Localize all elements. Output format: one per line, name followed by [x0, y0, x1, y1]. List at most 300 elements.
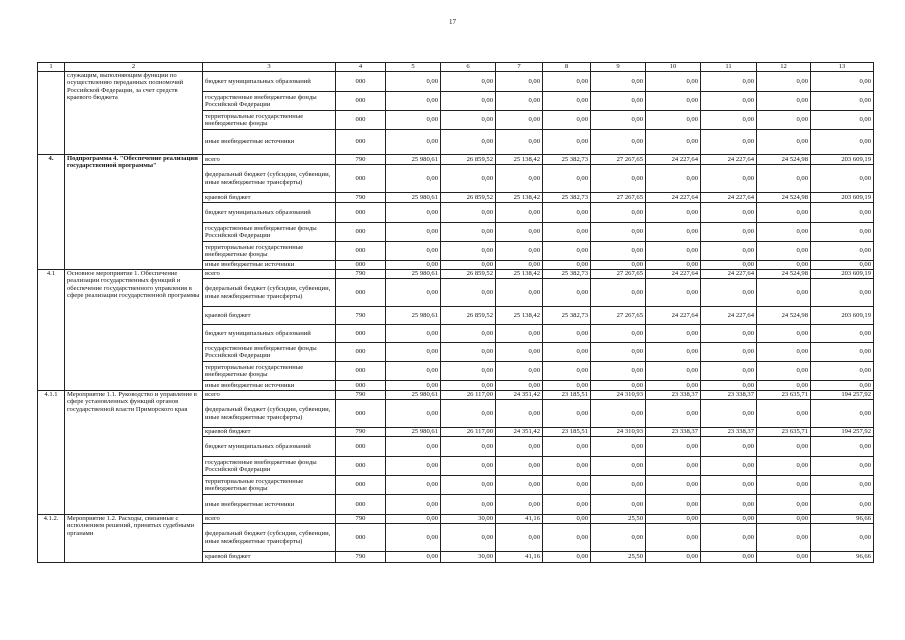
amount-cell: 0,00 — [701, 72, 757, 92]
amount-cell: 0,00 — [591, 476, 646, 495]
amount-cell: 0,00 — [386, 72, 441, 92]
amount-cell: 0,00 — [496, 130, 543, 155]
amount-cell: 0,00 — [386, 92, 441, 111]
amount-cell: 0,00 — [646, 515, 701, 524]
amount-cell: 0,00 — [441, 72, 496, 92]
amount-cell: 0,00 — [543, 343, 591, 362]
amount-cell: 0,00 — [496, 92, 543, 111]
amount-cell: 24 524,98 — [757, 155, 811, 165]
amount-cell: 25,50 — [591, 552, 646, 563]
funding-source: иные внебюджетные источники — [203, 261, 336, 270]
amount-cell: 0,00 — [701, 343, 757, 362]
amount-cell: 25 382,73 — [543, 307, 591, 325]
column-header: 12 — [757, 63, 811, 72]
amount-cell: 0,00 — [591, 437, 646, 457]
funding-source: федеральный бюджет (субсидии, субвенции, иные межбюджетные трансферты) — [203, 400, 336, 428]
amount-cell: 0,00 — [543, 400, 591, 428]
amount-cell: 0,00 — [646, 343, 701, 362]
item-number: 4.1.2. — [38, 515, 65, 563]
ministry-code: 000 — [336, 279, 386, 307]
funding-source: территориальные государственные внебюджетные фонды — [203, 362, 336, 381]
amount-cell: 0,00 — [811, 381, 874, 391]
amount-cell: 203 609,19 — [811, 270, 874, 279]
ministry-code: 000 — [336, 381, 386, 391]
item-number — [38, 72, 65, 155]
item-title: Подпрограмма 4. "Обеспечение реализации государственной программы" — [65, 155, 203, 270]
funding-source: территориальные государственные внебюджетные фонды — [203, 476, 336, 495]
amount-cell: 0,00 — [496, 72, 543, 92]
amount-cell: 0,00 — [757, 111, 811, 130]
ministry-code: 790 — [336, 270, 386, 279]
amount-cell: 0,00 — [701, 223, 757, 242]
amount-cell: 23 635,71 — [757, 428, 811, 437]
amount-cell: 0,00 — [496, 495, 543, 515]
amount-cell: 0,00 — [591, 130, 646, 155]
amount-cell: 25 980,61 — [386, 391, 441, 400]
column-header: 9 — [591, 63, 646, 72]
amount-cell: 23 185,51 — [543, 428, 591, 437]
amount-cell: 0,00 — [811, 524, 874, 552]
amount-cell: 0,00 — [496, 400, 543, 428]
table-row — [38, 72, 874, 92]
amount-cell: 30,00 — [441, 515, 496, 524]
amount-cell: 0,00 — [591, 261, 646, 270]
item-title: служащим, выполняющим функции по осуществлению переданных полномочий Российской Федерации, за счет средств краевого бюджета — [65, 72, 203, 155]
amount-cell: 0,00 — [496, 325, 543, 343]
amount-cell: 0,00 — [386, 325, 441, 343]
funding-source: территориальные государственные внебюджетные фонды — [203, 111, 336, 130]
amount-cell: 96,66 — [811, 515, 874, 524]
funding-source: бюджет муниципальных образований — [203, 72, 336, 92]
amount-cell: 25 138,42 — [496, 193, 543, 203]
amount-cell: 0,00 — [701, 476, 757, 495]
funding-source: всего — [203, 270, 336, 279]
amount-cell: 0,00 — [496, 261, 543, 270]
amount-cell: 0,00 — [811, 92, 874, 111]
amount-cell: 0,00 — [701, 279, 757, 307]
funding-source: бюджет муниципальных образований — [203, 437, 336, 457]
amount-cell: 0,00 — [701, 515, 757, 524]
column-header: 2 — [65, 63, 203, 72]
amount-cell: 0,00 — [543, 72, 591, 92]
amount-cell: 0,00 — [591, 400, 646, 428]
amount-cell: 25 980,61 — [386, 270, 441, 279]
amount-cell: 0,00 — [757, 203, 811, 223]
amount-cell: 25 382,73 — [543, 270, 591, 279]
amount-cell: 0,00 — [646, 362, 701, 381]
amount-cell: 0,00 — [701, 381, 757, 391]
item-title: Мероприятие 1.2. Расходы, связанные с исполнением решений, принятых судебными органами — [65, 515, 203, 563]
table-row — [38, 270, 874, 279]
amount-cell: 0,00 — [701, 457, 757, 476]
amount-cell: 0,00 — [811, 242, 874, 261]
amount-cell: 0,00 — [701, 92, 757, 111]
amount-cell: 0,00 — [496, 437, 543, 457]
table-row — [38, 155, 874, 165]
amount-cell: 25 980,61 — [386, 307, 441, 325]
funding-source: бюджет муниципальных образований — [203, 203, 336, 223]
amount-cell: 0,00 — [591, 242, 646, 261]
amount-cell: 25 382,73 — [543, 155, 591, 165]
ministry-code: 000 — [336, 165, 386, 193]
amount-cell: 0,00 — [543, 552, 591, 563]
amount-cell: 0,00 — [757, 524, 811, 552]
ministry-code: 000 — [336, 242, 386, 261]
amount-cell: 26 117,00 — [441, 391, 496, 400]
amount-cell: 0,00 — [543, 437, 591, 457]
amount-cell: 0,00 — [496, 381, 543, 391]
item-title: Мероприятие 1.1. Руководство и управление в сфере установленных функций органов государственной власти Приморского края — [65, 391, 203, 515]
amount-cell: 24 310,93 — [591, 428, 646, 437]
amount-cell: 0,00 — [496, 242, 543, 261]
amount-cell: 24 310,93 — [591, 391, 646, 400]
amount-cell: 0,00 — [646, 92, 701, 111]
amount-cell: 0,00 — [386, 400, 441, 428]
amount-cell: 26 859,52 — [441, 307, 496, 325]
ministry-code: 790 — [336, 193, 386, 203]
amount-cell: 0,00 — [701, 437, 757, 457]
amount-cell: 0,00 — [441, 524, 496, 552]
amount-cell: 0,00 — [543, 325, 591, 343]
amount-cell: 0,00 — [757, 437, 811, 457]
funding-source: бюджет муниципальных образований — [203, 325, 336, 343]
amount-cell: 0,00 — [496, 203, 543, 223]
column-header: 13 — [811, 63, 874, 72]
amount-cell: 23 338,37 — [701, 391, 757, 400]
amount-cell: 0,00 — [701, 325, 757, 343]
amount-cell: 0,00 — [386, 279, 441, 307]
amount-cell: 0,00 — [386, 515, 441, 524]
amount-cell: 0,00 — [591, 92, 646, 111]
amount-cell: 0,00 — [441, 476, 496, 495]
amount-cell: 0,00 — [496, 476, 543, 495]
amount-cell: 0,00 — [591, 524, 646, 552]
amount-cell: 0,00 — [441, 495, 496, 515]
amount-cell: 0,00 — [646, 165, 701, 193]
amount-cell: 0,00 — [591, 325, 646, 343]
amount-cell: 0,00 — [811, 437, 874, 457]
amount-cell: 0,00 — [591, 457, 646, 476]
amount-cell: 0,00 — [441, 437, 496, 457]
amount-cell: 24 227,64 — [646, 307, 701, 325]
amount-cell: 0,00 — [591, 165, 646, 193]
funding-source: краевой бюджет — [203, 552, 336, 563]
funding-source: государственные внебюджетные фонды Российской Федерации — [203, 92, 336, 111]
ministry-code: 790 — [336, 515, 386, 524]
amount-cell: 0,00 — [591, 343, 646, 362]
funding-source: краевой бюджет — [203, 193, 336, 203]
amount-cell: 0,00 — [757, 476, 811, 495]
amount-cell: 0,00 — [591, 381, 646, 391]
amount-cell: 24 227,64 — [701, 307, 757, 325]
amount-cell: 0,00 — [386, 343, 441, 362]
page-number: 17 — [449, 18, 456, 26]
funding-source: иные внебюджетные источники — [203, 495, 336, 515]
amount-cell: 0,00 — [591, 279, 646, 307]
item-title: Основное мероприятие 1. Обеспечение реализации государственных функций и обеспечение государственного управления в сфере реализации государственной программы — [65, 270, 203, 391]
amount-cell: 25 382,73 — [543, 193, 591, 203]
ministry-code: 000 — [336, 130, 386, 155]
amount-cell: 0,00 — [757, 457, 811, 476]
amount-cell: 0,00 — [701, 552, 757, 563]
amount-cell: 0,00 — [811, 343, 874, 362]
amount-cell: 0,00 — [386, 223, 441, 242]
amount-cell: 26 859,52 — [441, 270, 496, 279]
ministry-code: 000 — [336, 203, 386, 223]
amount-cell: 0,00 — [811, 223, 874, 242]
amount-cell: 0,00 — [441, 325, 496, 343]
amount-cell: 41,16 — [496, 552, 543, 563]
amount-cell: 0,00 — [496, 343, 543, 362]
amount-cell: 0,00 — [591, 72, 646, 92]
amount-cell: 0,00 — [441, 279, 496, 307]
amount-cell: 0,00 — [701, 261, 757, 270]
amount-cell: 0,00 — [811, 72, 874, 92]
amount-cell: 0,00 — [701, 495, 757, 515]
amount-cell: 23 635,71 — [757, 391, 811, 400]
amount-cell: 0,00 — [441, 242, 496, 261]
amount-cell: 24 227,64 — [701, 155, 757, 165]
column-header: 11 — [701, 63, 757, 72]
amount-cell: 0,00 — [811, 165, 874, 193]
amount-cell: 0,00 — [757, 223, 811, 242]
ministry-code: 000 — [336, 476, 386, 495]
amount-cell: 0,00 — [811, 476, 874, 495]
amount-cell: 0,00 — [811, 111, 874, 130]
ministry-code: 000 — [336, 343, 386, 362]
amount-cell: 30,00 — [441, 552, 496, 563]
amount-cell: 24 524,98 — [757, 307, 811, 325]
amount-cell: 0,00 — [386, 437, 441, 457]
amount-cell: 0,00 — [496, 457, 543, 476]
amount-cell: 0,00 — [811, 130, 874, 155]
amount-cell: 25 980,61 — [386, 193, 441, 203]
amount-cell: 0,00 — [496, 165, 543, 193]
amount-cell: 0,00 — [386, 381, 441, 391]
amount-cell: 0,00 — [757, 515, 811, 524]
amount-cell: 0,00 — [543, 203, 591, 223]
amount-cell: 0,00 — [811, 279, 874, 307]
amount-cell: 0,00 — [496, 279, 543, 307]
ministry-code: 000 — [336, 437, 386, 457]
ministry-code: 790 — [336, 428, 386, 437]
amount-cell: 0,00 — [543, 261, 591, 270]
amount-cell: 0,00 — [386, 130, 441, 155]
amount-cell: 0,00 — [543, 111, 591, 130]
funding-source: федеральный бюджет (субсидии, субвенции, иные межбюджетные трансферты) — [203, 279, 336, 307]
amount-cell: 0,00 — [646, 400, 701, 428]
amount-cell: 24 227,64 — [701, 193, 757, 203]
column-header: 4 — [336, 63, 386, 72]
amount-cell: 0,00 — [811, 457, 874, 476]
funding-source: краевой бюджет — [203, 307, 336, 325]
amount-cell: 25 138,42 — [496, 307, 543, 325]
amount-cell: 194 257,92 — [811, 391, 874, 400]
amount-cell: 0,00 — [441, 203, 496, 223]
ministry-code: 000 — [336, 524, 386, 552]
amount-cell: 0,00 — [646, 325, 701, 343]
funding-source: всего — [203, 391, 336, 400]
amount-cell: 0,00 — [646, 203, 701, 223]
ministry-code: 000 — [336, 111, 386, 130]
amount-cell: 41,16 — [496, 515, 543, 524]
amount-cell: 0,00 — [757, 72, 811, 92]
amount-cell: 0,00 — [701, 111, 757, 130]
amount-cell: 0,00 — [701, 242, 757, 261]
ministry-code: 000 — [336, 400, 386, 428]
amount-cell: 0,00 — [811, 325, 874, 343]
amount-cell: 0,00 — [757, 362, 811, 381]
amount-cell: 27 267,65 — [591, 155, 646, 165]
amount-cell: 23 338,37 — [646, 391, 701, 400]
amount-cell: 25 980,61 — [386, 428, 441, 437]
amount-cell: 0,00 — [543, 223, 591, 242]
amount-cell: 0,00 — [646, 457, 701, 476]
amount-cell: 0,00 — [441, 223, 496, 242]
ministry-code: 000 — [336, 495, 386, 515]
amount-cell: 0,00 — [386, 495, 441, 515]
amount-cell: 0,00 — [646, 72, 701, 92]
amount-cell: 0,00 — [646, 495, 701, 515]
amount-cell: 0,00 — [757, 400, 811, 428]
amount-cell: 0,00 — [701, 524, 757, 552]
amount-cell: 0,00 — [591, 111, 646, 130]
amount-cell: 203 609,19 — [811, 193, 874, 203]
amount-cell: 0,00 — [646, 524, 701, 552]
amount-cell: 0,00 — [646, 242, 701, 261]
column-header: 3 — [203, 63, 336, 72]
amount-cell: 25,50 — [591, 515, 646, 524]
amount-cell: 0,00 — [386, 552, 441, 563]
amount-cell: 0,00 — [646, 437, 701, 457]
amount-cell: 0,00 — [757, 165, 811, 193]
amount-cell: 0,00 — [496, 362, 543, 381]
amount-cell: 0,00 — [646, 381, 701, 391]
amount-cell: 203 609,19 — [811, 155, 874, 165]
amount-cell: 0,00 — [543, 495, 591, 515]
amount-cell: 0,00 — [646, 111, 701, 130]
ministry-code: 790 — [336, 391, 386, 400]
amount-cell: 0,00 — [543, 457, 591, 476]
ministry-code: 000 — [336, 223, 386, 242]
amount-cell: 0,00 — [543, 476, 591, 495]
funding-source: иные внебюджетные источники — [203, 381, 336, 391]
funding-source: государственные внебюджетные фонды Российской Федерации — [203, 457, 336, 476]
budget-table — [37, 62, 874, 563]
amount-cell: 0,00 — [701, 203, 757, 223]
amount-cell: 25 138,42 — [496, 270, 543, 279]
amount-cell: 27 267,65 — [591, 307, 646, 325]
amount-cell: 0,00 — [811, 261, 874, 270]
amount-cell: 0,00 — [646, 261, 701, 270]
funding-source: всего — [203, 515, 336, 524]
amount-cell: 0,00 — [757, 495, 811, 515]
amount-cell: 0,00 — [757, 552, 811, 563]
amount-cell: 25 980,61 — [386, 155, 441, 165]
funding-source: государственные внебюджетные фонды Российской Федерации — [203, 343, 336, 362]
amount-cell: 0,00 — [386, 242, 441, 261]
amount-cell: 0,00 — [757, 92, 811, 111]
header-row — [38, 63, 874, 72]
amount-cell: 0,00 — [701, 130, 757, 155]
amount-cell: 0,00 — [701, 362, 757, 381]
amount-cell: 0,00 — [386, 362, 441, 381]
amount-cell: 0,00 — [441, 362, 496, 381]
amount-cell: 0,00 — [386, 476, 441, 495]
funding-source: всего — [203, 155, 336, 165]
amount-cell: 0,00 — [757, 279, 811, 307]
ministry-code: 000 — [336, 325, 386, 343]
item-number: 4.1 — [38, 270, 65, 391]
amount-cell: 0,00 — [543, 165, 591, 193]
amount-cell: 0,00 — [543, 130, 591, 155]
amount-cell: 0,00 — [543, 92, 591, 111]
column-header: 1 — [38, 63, 65, 72]
amount-cell: 0,00 — [757, 343, 811, 362]
funding-source: иные внебюджетные источники — [203, 130, 336, 155]
amount-cell: 24 351,42 — [496, 428, 543, 437]
amount-cell: 0,00 — [646, 552, 701, 563]
column-header: 10 — [646, 63, 701, 72]
item-number: 4. — [38, 155, 65, 270]
amount-cell: 23 338,37 — [701, 428, 757, 437]
amount-cell: 0,00 — [441, 343, 496, 362]
amount-cell: 25 138,42 — [496, 155, 543, 165]
amount-cell: 24 524,98 — [757, 270, 811, 279]
amount-cell: 0,00 — [811, 495, 874, 515]
amount-cell: 0,00 — [591, 362, 646, 381]
amount-cell: 0,00 — [386, 524, 441, 552]
amount-cell: 0,00 — [591, 495, 646, 515]
amount-cell: 23 185,51 — [543, 391, 591, 400]
amount-cell: 194 257,92 — [811, 428, 874, 437]
amount-cell: 0,00 — [543, 515, 591, 524]
amount-cell: 0,00 — [441, 130, 496, 155]
ministry-code: 000 — [336, 362, 386, 381]
amount-cell: 0,00 — [646, 279, 701, 307]
amount-cell: 0,00 — [386, 457, 441, 476]
amount-cell: 23 338,37 — [646, 428, 701, 437]
amount-cell: 0,00 — [543, 279, 591, 307]
amount-cell: 0,00 — [646, 223, 701, 242]
amount-cell: 0,00 — [441, 381, 496, 391]
amount-cell: 0,00 — [757, 325, 811, 343]
amount-cell: 0,00 — [496, 223, 543, 242]
amount-cell: 24 227,64 — [646, 155, 701, 165]
table-row — [38, 391, 874, 400]
ministry-code: 000 — [336, 92, 386, 111]
amount-cell: 0,00 — [646, 130, 701, 155]
amount-cell: 0,00 — [543, 524, 591, 552]
amount-cell: 0,00 — [701, 165, 757, 193]
amount-cell: 0,00 — [811, 362, 874, 381]
column-header: 6 — [441, 63, 496, 72]
amount-cell: 0,00 — [701, 400, 757, 428]
amount-cell: 0,00 — [496, 524, 543, 552]
amount-cell: 0,00 — [441, 165, 496, 193]
funding-source: краевой бюджет — [203, 428, 336, 437]
amount-cell: 0,00 — [441, 111, 496, 130]
amount-cell: 0,00 — [441, 457, 496, 476]
ministry-code: 790 — [336, 552, 386, 563]
amount-cell: 0,00 — [386, 203, 441, 223]
item-number: 4.1.1 — [38, 391, 65, 515]
amount-cell: 0,00 — [441, 92, 496, 111]
amount-cell: 24 227,64 — [646, 270, 701, 279]
table-row — [38, 515, 874, 524]
amount-cell: 0,00 — [386, 111, 441, 130]
amount-cell: 203 609,19 — [811, 307, 874, 325]
